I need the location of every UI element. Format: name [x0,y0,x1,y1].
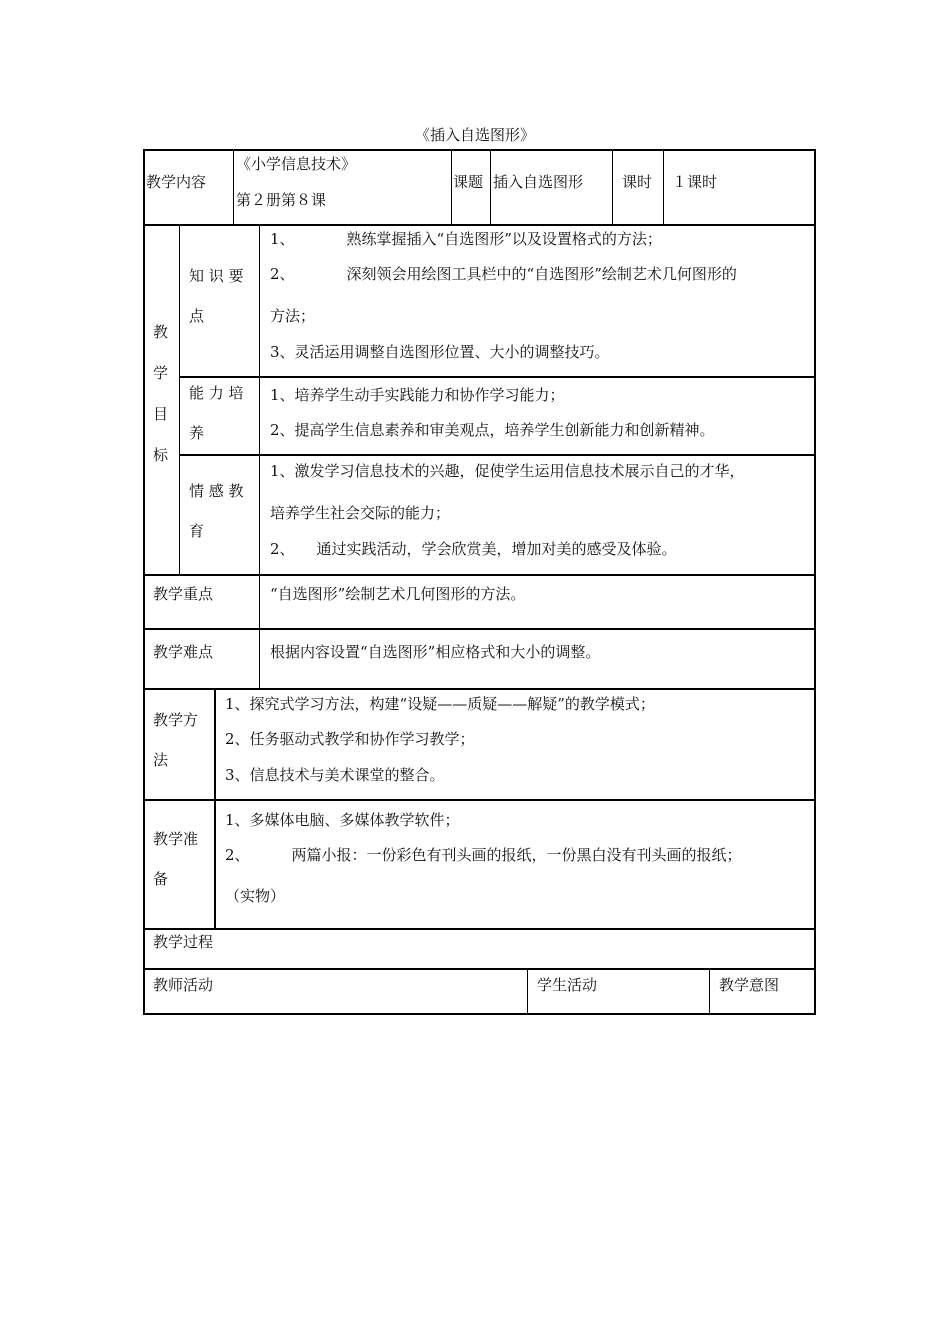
knowledge-label-1: 知 识 要 [189,267,244,285]
emotion-item-2 [270,539,677,559]
item-number: 2、 [225,846,250,864]
objectives-label-2: 学 [153,364,169,382]
emotion-label-2: 育 [189,522,205,540]
item-text: 熟练掌握插入“自选图形”以及设置格式的方法； [346,230,662,248]
divider [612,149,613,226]
ability-label-1: 能 力 培 [189,384,244,402]
knowledge-item-2 [270,264,737,284]
topic-value: 插入自选图形 [493,173,584,191]
difficulty-label: 教学难点 [153,643,214,661]
divider [259,224,260,576]
student-activity-header: 学生活动 [537,976,598,994]
difficulty-text: 根据内容设置“自选图形”相应格式和大小的调整。 [270,643,601,661]
method-label-2: 法 [153,751,169,769]
method-item-2: 2、任务驱动式教学和协作学习教学； [225,730,475,748]
row-process [143,928,816,970]
teaching-intent-header: 教学意图 [719,976,780,994]
item-number: 2、 [270,540,295,558]
key-point-text: “自选图形”绘制艺术几何图形的方法。 [270,585,526,603]
knowledge-label-2: 点 [189,307,205,325]
document-title: 《插入自选图形》 [414,126,535,144]
divider [214,799,216,930]
divider [663,149,664,226]
period-label: 课时 [622,173,653,191]
knowledge-item-2-cont: 方法； [270,307,316,325]
divider [709,968,710,1015]
divider [527,968,528,1015]
period-value: １课时 [672,173,718,191]
knowledge-item-3: 3、灵活运用调整自选图形位置、大小的调整技巧。 [270,343,610,361]
item-text: 通过实践活动，学会欣赏美，增加对美的感受及体验。 [316,540,677,558]
objectives-label-4: 标 [153,446,169,464]
divider [179,224,180,576]
preparation-label-2: 备 [153,870,169,888]
item-text: 深刻领会用绘图工具栏中的“自选图形”绘制艺术几何图形的 [346,265,737,283]
book-line2: 第２册第８课 [236,191,327,209]
ability-label-2: 养 [189,424,205,442]
method-item-1: 1、探究式学习方法，构建“设疑——质疑——解疑”的教学模式； [225,695,655,713]
preparation-item-1: 1、多媒体电脑、多媒体教学软件； [225,811,460,829]
preparation-item-2 [225,845,742,865]
process-label: 教学过程 [153,933,214,951]
divider [259,628,260,690]
ability-item-2: 2、提高学生信息素养和审美观点，培养学生创新能力和创新精神。 [270,421,715,439]
item-number: 1、 [270,230,295,248]
objectives-label-3: 目 [153,405,169,423]
preparation-label-1: 教学准 [153,830,199,848]
content-label: 教学内容 [146,173,207,191]
divider [259,574,260,630]
divider [179,454,816,456]
preparation-item-2-cont: （实物） [225,887,286,905]
divider [233,149,234,226]
emotion-item-1: 1、激发学习信息技术的兴趣，促使学生运用信息技术展示自己的才华， [270,462,745,480]
method-label-1: 教学方 [153,711,199,729]
ability-item-1: 1、培养学生动手实践能力和协作学习能力； [270,386,565,404]
key-point-label: 教学重点 [153,585,214,603]
divider [179,376,816,378]
book-line1: 《小学信息技术》 [236,155,357,173]
method-item-3: 3、信息技术与美术课堂的整合。 [225,766,445,784]
divider [451,149,452,226]
emotion-label-1: 情 感 教 [189,482,244,500]
item-text: 两篇小报：一份彩色有刊头画的报纸，一份黑白没有刊头画的报纸； [291,846,742,864]
item-number: 2、 [270,265,295,283]
teacher-activity-header: 教师活动 [153,976,214,994]
objectives-label-1: 教 [153,323,169,341]
divider [490,149,491,226]
row-process-header [143,968,816,1015]
topic-label: 课题 [453,173,484,191]
divider [214,688,216,801]
emotion-item-1-cont: 培养学生社会交际的能力； [270,504,451,522]
knowledge-item-1 [270,229,662,249]
